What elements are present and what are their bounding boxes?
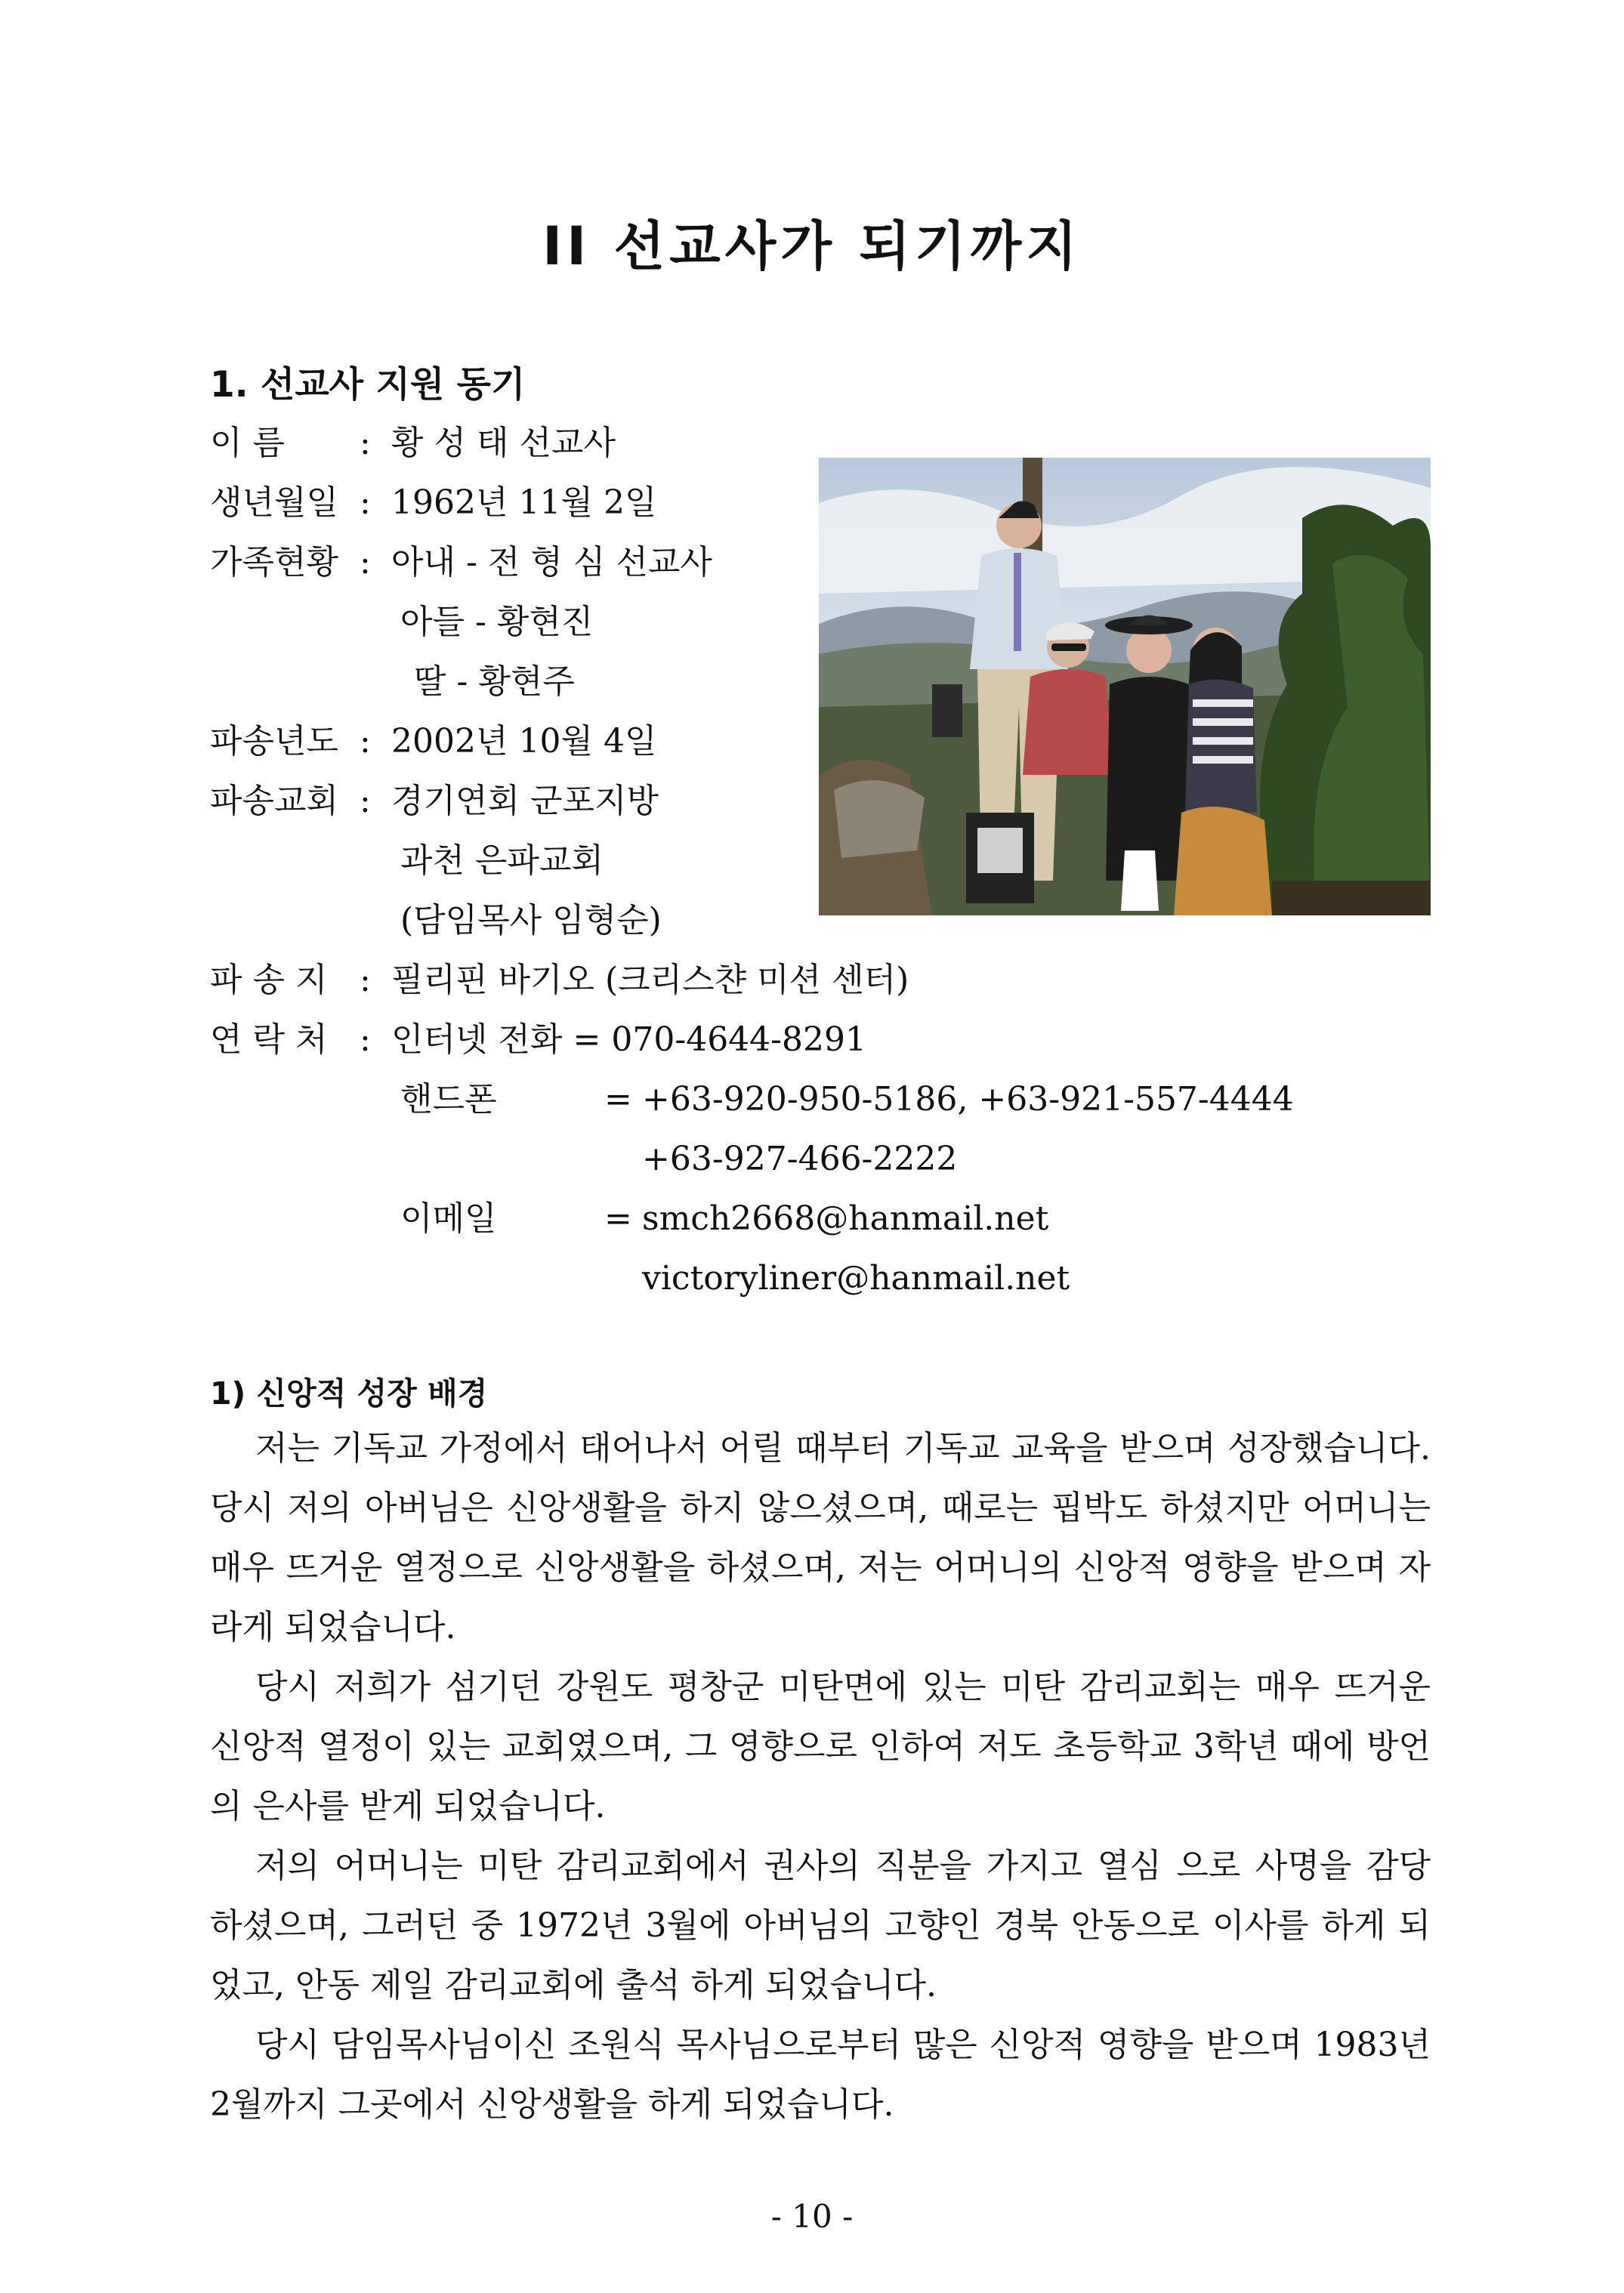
location-colon: : xyxy=(360,961,371,999)
contact-colon: : xyxy=(360,1020,371,1059)
email-equals: = xyxy=(604,1199,632,1238)
location-value: 필리핀 바기오 (크리스챤 미션 센터) xyxy=(391,961,909,999)
church-colon: : xyxy=(360,782,371,820)
email-address-1: smch2668@hanmail.net xyxy=(642,1199,1049,1238)
name-value: 황 성 태 선교사 xyxy=(391,424,616,462)
church-pastor: (담임목사 임형순) xyxy=(400,901,662,940)
mobile-numbers-2: +63-927-466-2222 xyxy=(642,1140,958,1178)
family-label: 가족현황 xyxy=(210,543,339,582)
family-photo xyxy=(819,458,1431,915)
name-label: 이 름 xyxy=(210,424,285,462)
mobile-numbers-1: +63-920-950-5186, +63-921-557-4444 xyxy=(642,1080,1294,1119)
family-colon: : xyxy=(360,543,371,582)
paragraph-4: 당시 담임목사님이신 조원식 목사님으로부터 많은 신앙적 영향을 받으며 1983년 2월까지 그곳에서 신앙생활을 하게 되었습니다. xyxy=(210,2026,1431,2124)
family-daughter: 딸 - 황현주 xyxy=(414,662,575,701)
internet-phone: 인터넷 전화 = 070-4644-8291 xyxy=(391,1020,867,1059)
church-label: 파송교회 xyxy=(210,782,339,820)
dispatch-year-colon: : xyxy=(360,722,371,761)
location-label: 파 송 지 xyxy=(210,961,328,999)
paragraph-3: 저의 어머니는 미탄 감리교회에서 권사의 직분을 가지고 열심 으로 사명을 감당 하셨으며, 그러던 중 1972년 3월에 아버님의 고향인 경북 안동으로 이사를 하게 되었고, 안동 제일 감리교회에 출석 하게 되었습니다. xyxy=(210,1847,1431,2004)
email-label: 이메일 xyxy=(400,1199,497,1238)
dispatch-year-label: 파송년도 xyxy=(210,722,339,761)
birth-value: 1962년 11월 2일 xyxy=(391,483,657,522)
dispatch-year-value: 2002년 10월 4일 xyxy=(391,722,657,761)
church-name: 과천 은파교회 xyxy=(400,841,604,880)
email-address-2: victoryliner@hanmail.net xyxy=(642,1259,1070,1298)
subsection-title: 1) 신앙적 성장 배경 xyxy=(210,1375,488,1412)
family-wife: 아내 - 전 형 심 선교사 xyxy=(391,543,712,582)
birth-colon: : xyxy=(360,483,371,522)
mobile-label: 핸드폰 xyxy=(400,1080,497,1119)
paragraph-2: 당시 저희가 섬기던 강원도 평창군 미탄면에 있는 미탄 감리교회는 매우 뜨거운 신앙적 열정이 있는 교회였으며, 그 영향으로 인하여 저도 초등학교 3학년 때에 방언의 은사를 받게 되었습니다. xyxy=(210,1668,1431,1825)
chapter-title: II 선교사가 되기까지 xyxy=(542,215,1082,277)
mobile-equals: = xyxy=(604,1080,632,1119)
family-son: 아들 - 황현진 xyxy=(400,603,594,641)
section-title: 1. 선교사 지원 동기 xyxy=(210,364,526,406)
contact-label: 연 락 처 xyxy=(210,1020,328,1059)
name-colon: : xyxy=(360,424,371,462)
church-district: 경기연회 군포지방 xyxy=(391,782,659,820)
paragraph-1: 저는 기독교 가정에서 태어나서 어릴 때부터 기독교 교육을 받으며 성장했습니다. 당시 저의 아버님은 신앙생활을 하지 않으셨으며, 때로는 핍박도 하셨지만 어머니는 매우 뜨거운 열정으로 신앙생활을 하셨으며, 저는 어머니의 신앙적 영향을 받으며 자라게 되었습니다. xyxy=(210,1429,1431,1646)
page-number: - 10 - xyxy=(770,2198,854,2235)
birth-label: 생년월일 xyxy=(210,483,339,522)
